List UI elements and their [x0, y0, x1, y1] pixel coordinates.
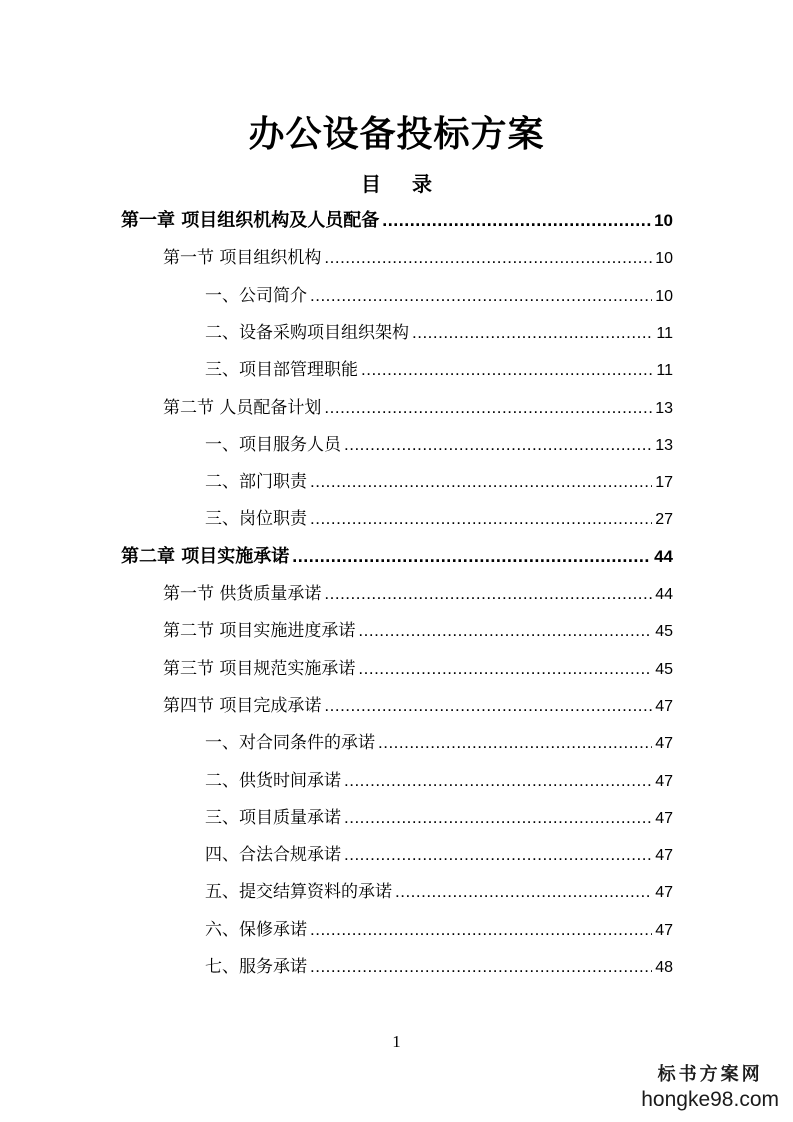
toc-entry-label: 第二节 项目实施进度承诺	[163, 621, 356, 642]
toc-entry[interactable]	[163, 612, 673, 649]
toc-entry[interactable]	[205, 762, 673, 799]
toc-leader-dots	[344, 836, 652, 873]
toc-entry-label: 一、对合同条件的承诺	[205, 733, 375, 754]
toc-leader-dots	[324, 239, 652, 276]
toc-leader-dots	[310, 500, 652, 537]
toc-entry-label: 第一章 项目组织机构及人员配备	[121, 210, 380, 231]
toc-leader-dots	[382, 202, 651, 239]
toc-entry-page: 47	[655, 847, 673, 865]
toc-entry-page: 47	[655, 921, 673, 939]
toc-leader-dots	[310, 463, 652, 500]
toc-entry-label: 一、公司简介	[205, 285, 307, 306]
toc-entry-label: 三、项目部管理职能	[205, 360, 358, 381]
toc-entry-label: 二、供货时间承诺	[205, 770, 341, 791]
toc-heading: 目 录	[361, 172, 444, 196]
toc-leader-dots	[344, 799, 652, 836]
watermark-site-name: 标书方案网	[657, 1064, 763, 1085]
toc-entry[interactable]	[163, 389, 673, 426]
toc-entry[interactable]	[205, 500, 673, 537]
page-number: 1	[392, 1032, 401, 1051]
toc-entry[interactable]	[205, 426, 673, 463]
toc-entry-page: 10	[655, 287, 673, 305]
toc-leader-dots	[378, 724, 652, 761]
toc-leader-dots	[361, 351, 653, 388]
toc-entry-page: 10	[654, 211, 673, 230]
toc-entry-page: 44	[655, 586, 673, 603]
toc-entry-page: 11	[656, 324, 673, 342]
toc-entry-page: 44	[654, 546, 673, 566]
toc-entry[interactable]	[163, 650, 673, 687]
toc-leader-dots	[344, 762, 652, 799]
toc-entry-page: 13	[655, 399, 673, 417]
toc-entry-label: 第一节 项目组织机构	[163, 248, 322, 269]
document-title: 办公设备投标方案	[248, 113, 545, 155]
toc-entry-label: 二、部门职责	[205, 472, 307, 493]
toc-entry[interactable]	[205, 351, 673, 388]
toc-leader-dots	[358, 650, 652, 687]
toc-leader-dots	[344, 426, 652, 463]
toc-entry-label: 一、项目服务人员	[205, 434, 341, 455]
toc-entry[interactable]	[205, 948, 673, 985]
toc-leader-dots	[324, 687, 652, 724]
toc-entry[interactable]	[121, 538, 673, 575]
toc-leader-dots	[292, 538, 651, 575]
watermark-url: hongke98.com	[641, 1088, 779, 1111]
toc-entry[interactable]	[163, 575, 673, 612]
toc-entry-label: 七、服务承诺	[205, 957, 307, 977]
toc-entry-page: 11	[656, 362, 673, 380]
toc-entry[interactable]	[205, 314, 673, 351]
toc-entry-page: 27	[655, 511, 673, 529]
toc-entry-page: 13	[655, 436, 673, 454]
toc-entry[interactable]	[205, 799, 673, 836]
toc-entry[interactable]	[121, 202, 673, 239]
toc-entry[interactable]	[205, 873, 673, 910]
toc-entry-page: 45	[655, 623, 673, 641]
toc-leader-dots	[395, 873, 652, 910]
toc-entry-label: 三、项目质量承诺	[205, 807, 341, 828]
toc-entry-label: 第一节 供货质量承诺	[163, 584, 322, 604]
toc-entry-label: 三、岗位职责	[205, 509, 307, 530]
toc-entry-page: 48	[655, 959, 673, 976]
watermark	[641, 1060, 779, 1112]
toc-entry-page: 47	[655, 884, 673, 902]
toc-entry-page: 17	[655, 474, 673, 492]
toc-entry-label: 六、保修承诺	[205, 919, 307, 940]
toc-leader-dots	[358, 612, 652, 649]
toc-entry[interactable]	[163, 239, 673, 276]
toc-entry-label: 第四节 项目完成承诺	[163, 695, 322, 716]
toc-entry-page: 47	[655, 735, 673, 753]
toc-entry[interactable]	[205, 724, 673, 761]
toc-leader-dots	[310, 911, 652, 948]
toc-entry[interactable]	[205, 836, 673, 873]
toc-entry-label: 第三节 项目规范实施承诺	[163, 658, 356, 679]
toc-entry[interactable]	[205, 463, 673, 500]
toc-entry-label: 二、设备采购项目组织架构	[205, 322, 409, 343]
toc-entry-page: 45	[655, 660, 673, 678]
toc-leader-dots	[310, 948, 652, 985]
toc-leader-dots	[324, 389, 652, 426]
toc-entry[interactable]	[205, 911, 673, 948]
toc-leader-dots	[412, 314, 653, 351]
toc-entry-label: 第二节 人员配备计划	[163, 397, 322, 418]
toc-entry[interactable]	[163, 687, 673, 724]
toc-leader-dots	[310, 277, 652, 314]
toc-entry-label: 第二章 项目实施承诺	[121, 545, 290, 567]
toc-entry-label: 五、提交结算资料的承诺	[205, 882, 392, 903]
toc-entry-page: 47	[655, 772, 673, 790]
toc-entry-page: 47	[655, 809, 673, 827]
toc-entry-label: 四、合法合规承诺	[205, 845, 341, 866]
toc-entry[interactable]	[205, 277, 673, 314]
toc-entry-page: 47	[655, 697, 673, 715]
toc-entry-page: 10	[655, 250, 673, 268]
toc-leader-dots	[324, 575, 652, 612]
